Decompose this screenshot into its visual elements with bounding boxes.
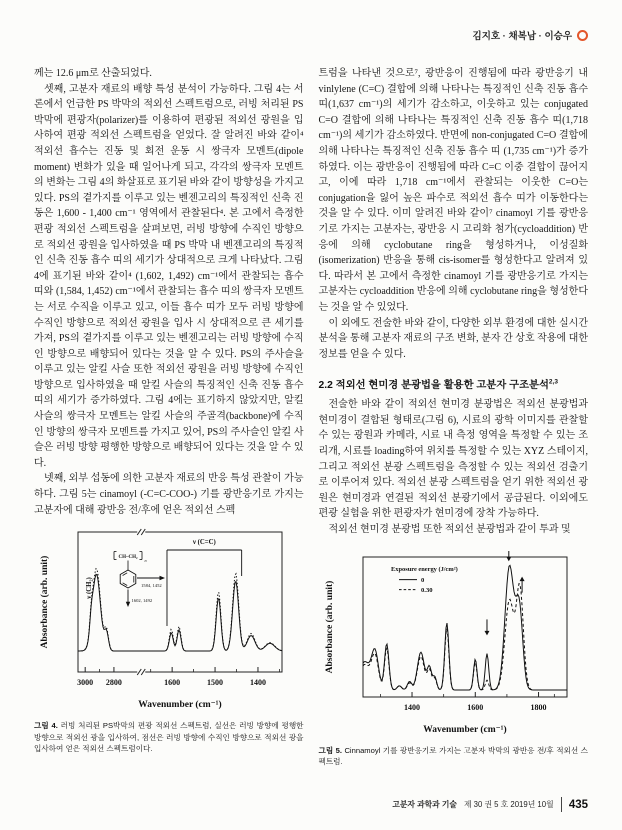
x-axis-label: Wavenumber (cm⁻¹) [422,724,507,735]
journal-issue: 제 30 권 5 호 2019년 10월 [463,800,554,809]
journal-name: 고분자 과학과 기술 [392,800,457,809]
paragraph-photoreaction: 트럼을 나타낸 것으로⁷, 광반응이 진행됨에 따라 광반응기 내 vinlylene (C=C) 결합에 의해 나타나는 특징적인 신축 진동 흡수 띠(1,637 cm⁻¹)의 세기가 감소하고, 이웃하고 있는 conjugated C=O 결합에 의해 나타나는 특징적인 신축 진동 흡수 띠(1,718 cm⁻¹)의 세기가 감소하였다. 반면에 non-conjugated C=O 결합에 의해 나타나는 특징적인 신축 진동 흡수 띠 (1,735 cm⁻¹)가 증가하였다. 이는 광반응이 진행됨에 따라 C=C 이중 결합이 끊어지고, 이에 따라 1,718 cm⁻¹에서 관찰되는 이웃한 C=O는 conjugation을 잃어 높은 파수로 적외선 흡수 띠가 이동한다는 것을 알 수 있다. 이미 알려진 바와 같이⁷ cinamoyl 기를 광반응기로 가지는 고분자는, 광반응 시 고리화 첨가(cycloaddition) 반응에 의해 cyclobutane ring을 형성하거나, 이성질화(isomerization) 반응을 통해 cis-isomer를 형성한다고 알려져 있다. 따라서 본 고에서 측정한 cinamoyl 기를 광반응기로 가지는 고분자는 cycloaddition 반응에 의해 cyclobutane ring을 형성한다는 것을 알 수 있었다. [318,68,588,313]
paragraph-orientation-analysis: 셋째, 고분자 재료의 배향 특성 분석이 가능하다. 그림 4는 서론에서 언급한 PS 박막의 적외선 스펙트럼으로, 러빙 처리된 PS 박막에 편광자(polarizer)를 이용하여 편광된 적외선 광원을 입사하여 편광 적외선 스펙트럼을 얻었다. 잘 알려진 바와 같이⁴ 적외선 흡수는 진동 및 회전 운동 시 쌍극자 모멘트(dipole moment) 변화가 있을 때 일어나게 되고, 각각의 쌍극자 모멘트의 변화는 그림 4의 화살표로 표기된 바와 같이 방향성을 가지고 있다. PS의 곁가지를 이루고 있는 벤젠고리의 특징적인 신축 진동은 1,600 - 1,400 cm⁻¹ 영역에서 관찰된다⁴. 본 고에서 측정한 편광 적외선 스펙트럼을 살펴보면, 러빙 방향에 수직인 방향으로 적외선 광원을 입사하였을 때 PS 박막 내 벤젠고리의 특징적인 신축 진동 흡수 띠의 세기가 상대적으로 크게 나타났다. 그림 4에 표기된 바와 같이⁴ (1,602, 1,492) cm⁻¹에서 관찰되는 흡수 띠와 (1,584, 1,452) cm⁻¹에서 관찰되는 흡수 띠의 쌍극자 모멘트는 서로 수직을 이루고 있고, 이들 흡수 띠가 모두 러빙 방향에 수직인 방향으로 적외선 광원을 입사 시 상대적으로 큰 세기를 가져, PS의 곁가지를 이루고 있는 벤젠고리는 러빙 방향에 수직인 방향으로 배향되어 있다는 것을 알 수 있다. PS의 주사슬을 이루고 있는 알킬 사슬 또한 적외선 광원을 러빙 방향에 수직인 방향으로 입사하였을 때 알킬 사슬의 특징적인 신축 진동 흡수 띠의 세기가 증가하였다. 그림 4에는 표기하지 않았지만, 알킬 사슬의 쌍극자 모멘트는 알킬 사슬의 주골격(backbone)에 수직인 방향의 쌍극자 모멘트를 가지고 있어, PS의 주사슬인 알킬 사슬은 러빙 방향 평행한 방향으로 배향되어 있다는 것을 알 수 있다. [34,83,304,469]
svg-text:1400: 1400 [249,678,266,688]
y-axis-label: Absorbance (arb. unit) [324,580,335,673]
svg-text:0.30: 0.30 [420,586,433,594]
paragraph-transmission: 적외선 현미경 분광법 또한 적외선 분광법과 같이 투과 및 [328,524,571,536]
orcid-icon [577,30,588,41]
figure-4-caption [34,720,304,755]
fig4-trace-solid [78,575,282,652]
paragraph-continuation: 께는 12.6 μm로 산출되었다. [34,68,152,79]
svg-text:1602, 1492: 1602, 1492 [131,598,153,604]
figure-4-chart [34,526,304,717]
x-axis-label: Wavenumber (cm⁻¹) [138,700,222,711]
figure-4 [34,526,304,755]
svg-text:2800: 2800 [105,678,122,688]
figure-5-caption-text: Cinnamoyl 기를 광반응기로 가지는 고분자 박막의 광반응 전/후 적외선 스펙트럼. [318,745,589,767]
figure-5 [319,551,589,768]
section-heading-references: 2,3 [548,378,558,386]
figure-5-chart [319,551,589,742]
fig5-spectrum-svg [319,551,585,737]
svg-text:3000: 3000 [77,678,94,688]
svg-text:Exposure energy (J/cm²): Exposure energy (J/cm²) [390,565,458,573]
fig5-trace-dashed [363,583,567,689]
two-column-body [34,66,588,768]
fig5-trace-solid [363,565,567,690]
page-footer [392,797,588,812]
svg-text:1400: 1400 [403,702,420,712]
left-column [34,66,304,768]
fig4-trace-dotted [78,569,282,651]
svg-text:CH–CH₂: CH–CH₂ [118,555,138,561]
header-authors: 김지호 · 채복남 · 이승우 [472,31,572,42]
page-header [34,28,588,42]
svg-text:1600: 1600 [164,678,181,688]
paragraph-ir-microscopy: 전술한 바와 같이 적외선 현미경 분광법은 적외선 분광법과 현미경이 결합된 형태로(그림 6), 시료의 광학 이미지를 관찰할 수 있는 광원과 카메라, 시료 내 측정 영역을 특정할 수 있는 조리개, 시료를 loading하여 위치를 특정할 수 있는 XYZ 스테이지, 그리고 적외선 분광 스펙트럼을 측정할 수 있는 적외선 검출기로 이루어져 있다. 적외선 분광 스펙트럼을 얻기 위한 적외선 광원은 현미경과 연결된 적외선 분광기에서 공급된다. 이외에도 편광 실험을 위한 편광자가 현미경에 장착 가능하다. [318,399,588,520]
section-heading-text: 2.2 적외선 현미경 분광법을 활용한 고분자 구조분석 [318,380,549,392]
svg-text:1600: 1600 [466,702,483,712]
svg-text:1584, 1452: 1584, 1452 [141,583,162,589]
figure-5-caption-label: 그림 5. [318,745,342,755]
footer-divider [561,797,562,812]
svg-text:1800: 1800 [530,702,547,712]
page-number: 435 [568,798,588,811]
paragraph-reaction-observation: 넷째, 외부 섭동에 의한 고분자 재료의 반응 특성 관찰이 가능하다. 그림 5는 cinamoyl (-C=C-COO-) 기를 광반응기로 가지는 고분자에 대해 광반응 전/후에 얻은 적외선 스펙 [34,473,304,516]
figure-5-caption [319,745,589,768]
right-column [319,66,589,768]
y-axis-label: Absorbance (arb. unit) [40,555,50,649]
svg-text:1500: 1500 [207,678,224,688]
section-heading-2-2 [319,376,589,391]
paragraph-realtime-analysis: 이 외에도 전술한 바와 같이, 다양한 외부 환경에 대한 실시간 분석을 통해 고분자 재료의 구조 변화, 분자 간 상호 작용에 대한 정보를 얻을 수 있다. [318,317,588,360]
svg-text:n: n [144,558,147,564]
fig4-spectrum-svg [34,526,300,712]
figure-4-caption-label: 그림 4. [34,721,58,731]
figure-4-caption-text: 러빙 처리된 PS박막의 편광 적외선 스펙트럼, 실선은 러빙 방향에 평행한 방향으로 적외선 광을 입사하여, 점선은 러빙 방향에 수직인 방향으로 적외선 광을 입사하여 얻은 적외선 스펙트럼이다. [34,721,304,754]
nu-cc-label: ν (C=C) [192,539,216,547]
nu-ch2-label: ν (CH₂) [86,577,93,599]
svg-text:0: 0 [420,576,424,584]
